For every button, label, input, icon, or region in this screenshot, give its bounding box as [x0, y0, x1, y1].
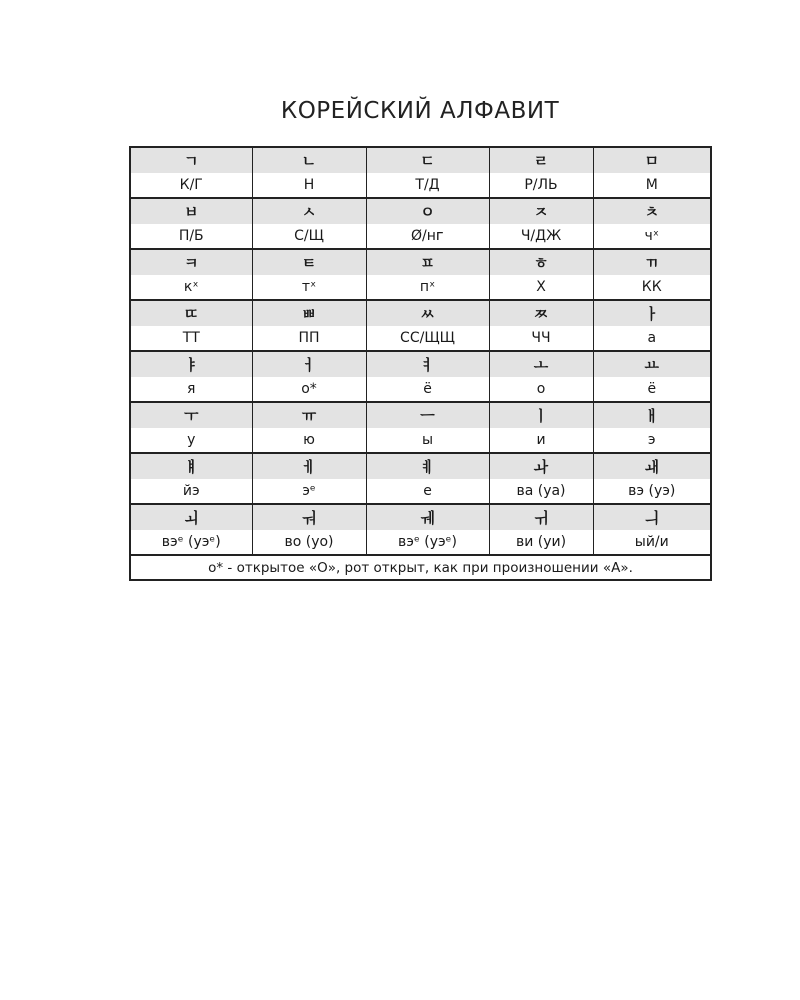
reading-cell: и	[489, 428, 593, 453]
footnote: о* - открытое «О», рот открыт, как при произношении «А».	[130, 555, 711, 580]
hangul-letter: ㅂ	[130, 198, 252, 224]
hangul-row	[130, 402, 711, 428]
hangul-letter: ㅈ	[489, 198, 593, 224]
hangul-row	[130, 351, 711, 377]
reading-row	[130, 224, 711, 249]
reading-cell: Х	[489, 275, 593, 300]
hangul-letter: ㅊ	[593, 198, 711, 224]
reading-row	[130, 479, 711, 504]
reading-cell: Н	[252, 173, 366, 198]
hangul-letter: ㅃ	[252, 300, 366, 326]
hangul-letter: ㅞ	[366, 504, 489, 530]
hangul-letter: ㅏ	[593, 300, 711, 326]
reading-cell: ПП	[252, 326, 366, 351]
hangul-letter: ㅜ	[130, 402, 252, 428]
reading-cell: К/Г	[130, 173, 252, 198]
reading-cell: вэ (уэ)	[593, 479, 711, 504]
reading-cell: пˣ	[366, 275, 489, 300]
reading-row	[130, 275, 711, 300]
hangul-letter: ㅚ	[130, 504, 252, 530]
hangul-letter: ㅍ	[366, 249, 489, 275]
reading-cell: э	[593, 428, 711, 453]
reading-cell: у	[130, 428, 252, 453]
hangul-row	[130, 453, 711, 479]
reading-row	[130, 326, 711, 351]
reading-cell: СС/ЩЩ	[366, 326, 489, 351]
reading-cell: КК	[593, 275, 711, 300]
reading-cell: кˣ	[130, 275, 252, 300]
footnote-row	[130, 555, 711, 580]
hangul-letter: ㅗ	[489, 351, 593, 377]
reading-cell: о*	[252, 377, 366, 402]
reading-cell: во (уо)	[252, 530, 366, 555]
reading-row	[130, 530, 711, 555]
hangul-letter: ㅡ	[366, 402, 489, 428]
hangul-letter: ㅌ	[252, 249, 366, 275]
reading-cell: Ч/ДЖ	[489, 224, 593, 249]
hangul-row	[130, 504, 711, 530]
reading-cell: ы	[366, 428, 489, 453]
reading-cell: ё	[593, 377, 711, 402]
reading-row	[130, 377, 711, 402]
hangul-letter: ㅁ	[593, 147, 711, 173]
reading-cell: а	[593, 326, 711, 351]
reading-cell: Т/Д	[366, 173, 489, 198]
reading-cell: Ø/нᴦ	[366, 224, 489, 249]
hangul-letter: ㅘ	[489, 453, 593, 479]
hangul-letter: ㅑ	[130, 351, 252, 377]
hangul-row	[130, 300, 711, 326]
korean-alphabet-table	[129, 146, 712, 581]
reading-cell: вэᵉ (уэᵉ)	[366, 530, 489, 555]
hangul-letter: ㅎ	[489, 249, 593, 275]
reading-cell: ТТ	[130, 326, 252, 351]
hangul-letter: ㅅ	[252, 198, 366, 224]
reading-cell: П/Б	[130, 224, 252, 249]
reading-cell: ЧЧ	[489, 326, 593, 351]
hangul-letter: ㅐ	[593, 402, 711, 428]
hangul-letter: ㅝ	[252, 504, 366, 530]
reading-cell: эᵉ	[252, 479, 366, 504]
reading-cell: ви (уи)	[489, 530, 593, 555]
reading-cell: е	[366, 479, 489, 504]
reading-cell: ю	[252, 428, 366, 453]
reading-row	[130, 428, 711, 453]
reading-cell: вэᵉ (уэᵉ)	[130, 530, 252, 555]
hangul-letter: ㅕ	[366, 351, 489, 377]
reading-cell: тˣ	[252, 275, 366, 300]
hangul-row	[130, 198, 711, 224]
reading-cell: С/Щ	[252, 224, 366, 249]
hangul-letter: ㅠ	[252, 402, 366, 428]
hangul-letter: ㅣ	[489, 402, 593, 428]
hangul-letter: ㄴ	[252, 147, 366, 173]
hangul-letter: ㅟ	[489, 504, 593, 530]
hangul-row	[130, 147, 711, 173]
page-title: КОРЕЙСКИЙ АЛФАВИТ	[280, 98, 560, 124]
hangul-letter: ㅔ	[252, 453, 366, 479]
hangul-letter: ㅆ	[366, 300, 489, 326]
reading-cell: я	[130, 377, 252, 402]
hangul-letter: ㅓ	[252, 351, 366, 377]
hangul-letter: ㅉ	[489, 300, 593, 326]
hangul-letter: ㄱ	[130, 147, 252, 173]
reading-cell: чˣ	[593, 224, 711, 249]
reading-cell: ва (уа)	[489, 479, 593, 504]
reading-cell: йэ	[130, 479, 252, 504]
hangul-letter: ㄸ	[130, 300, 252, 326]
hangul-letter: ㄹ	[489, 147, 593, 173]
reading-cell: о	[489, 377, 593, 402]
hangul-letter: ㅒ	[130, 453, 252, 479]
hangul-letter: ㄲ	[593, 249, 711, 275]
hangul-letter: ㅢ	[593, 504, 711, 530]
hangul-letter: ㅙ	[593, 453, 711, 479]
reading-cell: М	[593, 173, 711, 198]
reading-cell: Р/ЛЬ	[489, 173, 593, 198]
reading-cell: ый/и	[593, 530, 711, 555]
hangul-letter: ㅛ	[593, 351, 711, 377]
hangul-row	[130, 249, 711, 275]
reading-cell: ё	[366, 377, 489, 402]
hangul-letter: ㅖ	[366, 453, 489, 479]
hangul-letter: ㅇ	[366, 198, 489, 224]
reading-row	[130, 173, 711, 198]
hangul-letter: ㅋ	[130, 249, 252, 275]
hangul-letter: ㄷ	[366, 147, 489, 173]
